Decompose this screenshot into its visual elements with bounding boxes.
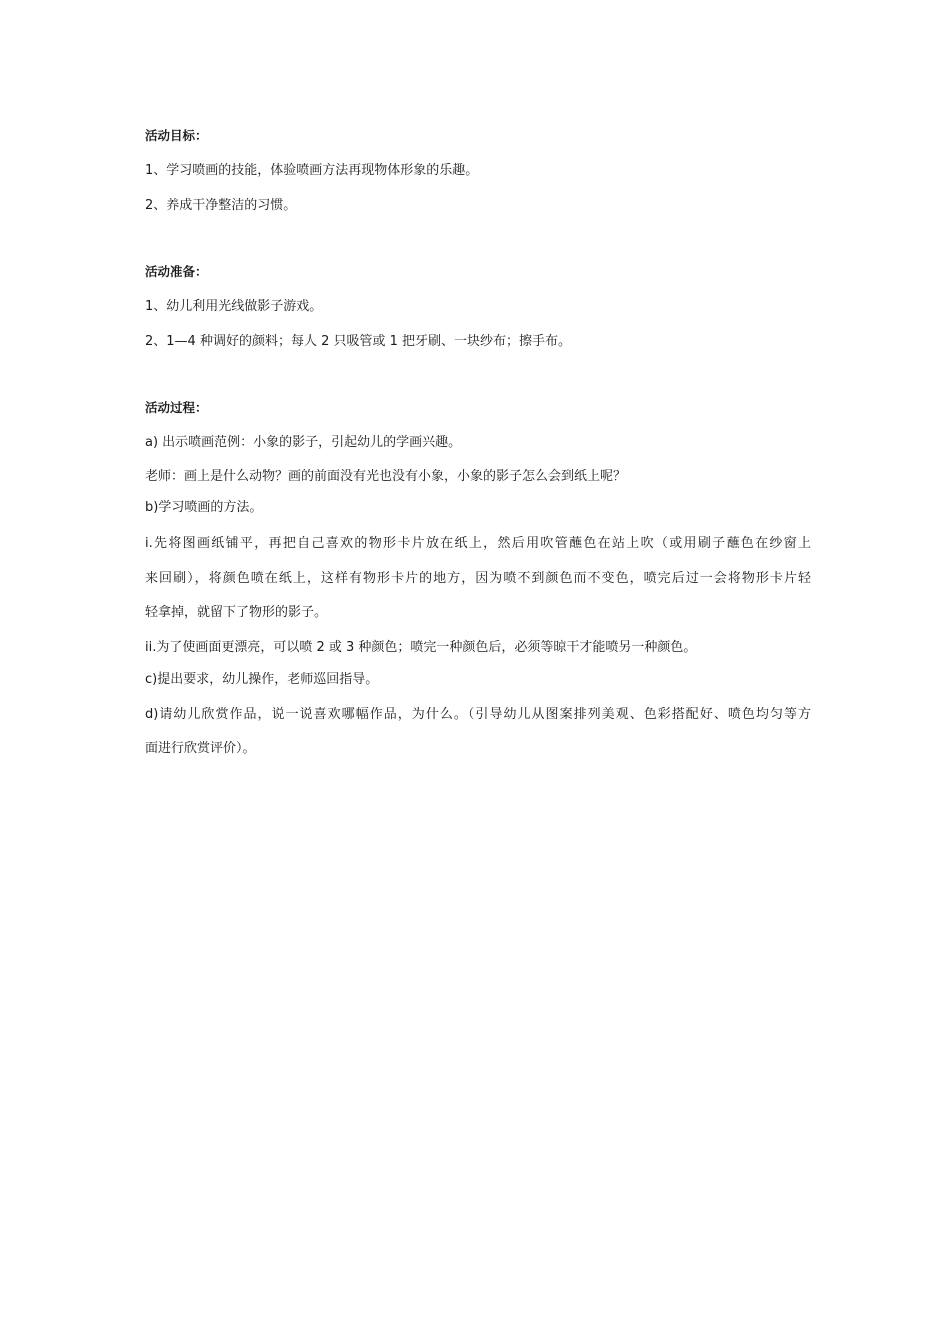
process-step-ii: ii.为了使画面更漂亮，可以喷 2 或 3 种颜色；喷完一种颜色后，必须等晾干才能喷另一种颜色。 xyxy=(145,640,697,655)
process-step-i-line-2: 来回刷），将颜色喷在纸上，这样有物形卡片的地方，因为喷不到颜色而不变色，喷完后过一会将物形卡片轻 xyxy=(145,571,811,586)
process-heading: 活动过程： xyxy=(145,400,208,415)
process-step-c: c)提出要求，幼儿操作，老师巡回指导。 xyxy=(145,672,379,687)
preparation-heading: 活动准备： xyxy=(145,264,208,279)
process-step-d-line-2: 面进行欣赏评价）。 xyxy=(145,741,256,756)
process-step-i-line-3: 轻拿掉，就留下了物形的影子。 xyxy=(145,605,328,620)
preparation-item-2: 2、1—4 种调好的颜料；每人 2 只吸管或 1 把牙刷、一块纱布；擦手布。 xyxy=(145,334,572,349)
goal-item-2: 2、养成干净整洁的习惯。 xyxy=(145,198,297,213)
process-step-i-line-1: i.先将图画纸铺平，再把自己喜欢的物形卡片放在纸上，然后用吹管蘸色在站上吹（或用刷子蘸色在纱窗上 xyxy=(145,536,811,551)
process-teacher-question: 老师：画上是什么动物？画的前面没有光也没有小象，小象的影子怎么会到纸上呢？ xyxy=(145,469,627,484)
goals-heading: 活动目标： xyxy=(145,128,208,143)
process-step-b: b)学习喷画的方法。 xyxy=(145,500,263,515)
goal-item-1: 1、学习喷画的技能，体验喷画方法再现物体形象的乐趣。 xyxy=(145,163,479,178)
process-step-a: a) 出示喷画范例：小象的影子，引起幼儿的学画兴趣。 xyxy=(145,435,462,450)
preparation-item-1: 1、幼儿利用光线做影子游戏。 xyxy=(145,299,323,314)
process-step-d-line-1: d)请幼儿欣赏作品，说一说喜欢哪幅作品，为什么。（引导幼儿从图案排列美观、色彩搭配好、喷色均匀等方 xyxy=(145,707,811,722)
